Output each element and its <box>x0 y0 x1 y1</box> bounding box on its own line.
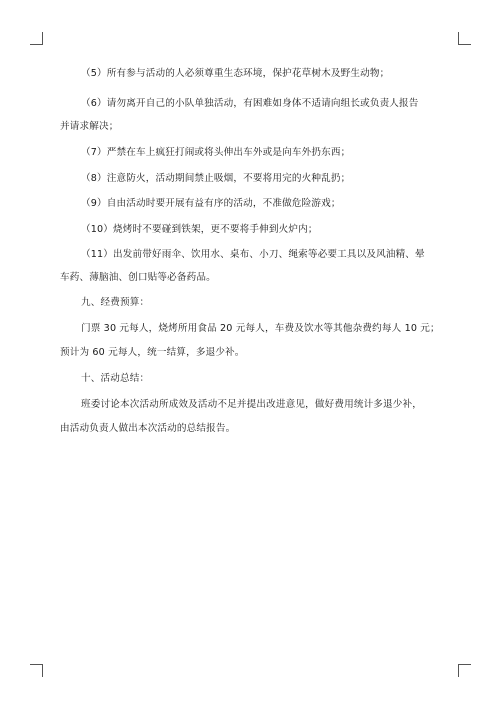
crop-mark-bottom-left <box>30 664 43 677</box>
rule-item-11: （11）出发前带好雨伞、饮用水、桌布、小刀、绳索等必要工具以及风油精、晕 <box>81 249 425 260</box>
rule-item-11-continuation: 车药、薄脑油、创口贴等必备药品。 <box>60 272 216 283</box>
rule-item-10: （10）烧烤时不要碰到铁架，更不要将手伸到火炉内； <box>81 224 318 235</box>
rule-item-5: （5）所有参与活动的人必须尊重生态环境，保护花草树木及野生动物； <box>81 68 390 79</box>
rule-item-8: （8）注意防火，活动期间禁止吸烟，不要将用完的火种乱扔； <box>81 173 351 184</box>
section-heading-summary: 十、活动总结： <box>81 373 150 384</box>
rule-item-7: （7）严禁在车上疯狂打闹或将头伸出车外或是向车外扔东西； <box>81 147 351 158</box>
crop-mark-top-right <box>458 32 471 45</box>
section-heading-budget: 九、经费预算： <box>81 297 150 308</box>
budget-paragraph-line-2: 预计为 60 元每人，统一结算，多退少补。 <box>60 347 245 358</box>
crop-mark-bottom-right <box>458 664 471 677</box>
budget-paragraph-line-1: 门票 30 元每人，烧烤所用食品 20 元每人，车费及饮水等其他杂费约每人 10 元； <box>81 323 440 334</box>
summary-paragraph-line-1: 班委讨论本次活动所成效及活动不足并提出改进意见，做好费用统计多退少补， <box>81 399 423 410</box>
rule-item-6: （6）请勿离开自己的小队单独活动，有困难如身体不适请向组长或负责人报告 <box>81 98 419 109</box>
crop-mark-top-left <box>30 32 43 45</box>
summary-paragraph-line-2: 由活动负责人做出本次活动的总结报告。 <box>60 423 236 434</box>
rule-item-9: （9）自由活动时要开展有益有序的活动，不准做危险游戏； <box>81 198 341 209</box>
rule-item-6-continuation: 并请求解决； <box>60 121 119 132</box>
